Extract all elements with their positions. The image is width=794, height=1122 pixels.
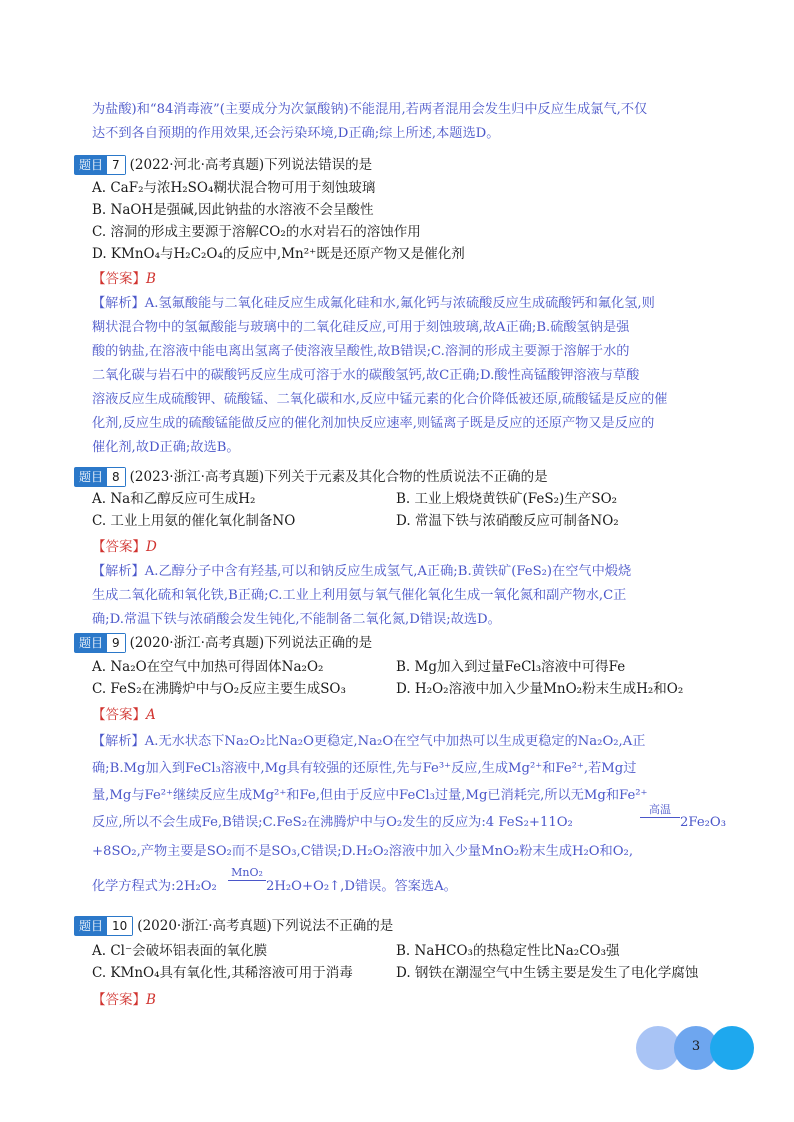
question-8-header [74, 466, 548, 488]
reaction-condition: 高温 [640, 803, 680, 818]
option-b: B. Mg加入到过量FeCl₃溶液中可得Fe [396, 659, 626, 675]
intro-line-2: 达不到各自预期的作用效果,还会污染环境,D正确;综上所述,本题选D。 [92, 126, 500, 141]
analysis-line: 生成二氧化硫和氧化铁,B正确;C.工业上利用氨与氧气催化氧化生成一氧化氮和副产物水,C正 [92, 588, 627, 603]
option-b: B. NaOH是强碱,因此钠盐的水溶液不会呈酸性 [92, 202, 374, 218]
option-c: C. FeS₂在沸腾炉中与O₂反应主要生成SO₃ [92, 681, 346, 697]
option-d: D. 钢铁在潮湿空气中生锈主要是发生了电化学腐蚀 [396, 965, 699, 981]
question-tag: 题目 10 [74, 916, 133, 936]
answer-value: B [146, 271, 156, 287]
analysis-line: 二氧化碳与岩石中的碳酸钙反应生成可溶于水的碳酸氢钙,故C正确;D.酸性高锰酸钾溶液与草酸 [92, 368, 640, 383]
question-tag: 题目 8 [74, 467, 126, 487]
question-7-header [74, 154, 372, 176]
question-stem: (2022·河北·高考真题)下列说法错误的是 [129, 157, 373, 173]
analysis-line: 量,Mg与Fe²⁺继续反应生成Mg²⁺和Fe,但由于反应中FeCl₃过量,Mg已消耗完,所以无Mg和Fe²⁺ [92, 788, 648, 803]
analysis-line: 【解析】A.无水状态下Na₂O₂比Na₂O更稳定,Na₂O在空气中加热可以生成更稳定的Na₂O₂,A正 [92, 734, 646, 749]
question-tag: 题目 9 [74, 633, 126, 653]
option-a: A. Cl⁻会破坏铝表面的氧化膜 [92, 943, 268, 959]
answer-line: 【答案】B [92, 992, 156, 1008]
question-stem: (2023·浙江·高考真题)下列关于元素及其化合物的性质说法不正确的是 [129, 469, 548, 485]
analysis-line: 2Fe₂O₃ [680, 815, 727, 830]
question-stem: (2020·浙江·高考真题)下列说法正确的是 [129, 635, 373, 651]
page-number: 3 [691, 1039, 701, 1054]
answer-line: 【答案】B [92, 271, 156, 287]
analysis-line: 【解析】A.乙醇分子中含有羟基,可以和钠反应生成氢气,A正确;B.黄铁矿(FeS₂)在空气中煅烧 [92, 564, 632, 579]
answer-value: D [146, 539, 157, 555]
analysis-line: 化剂,反应生成的硫酸锰能做反应的催化剂加快反应速率,则锰离子既是反应的还原产物又是反应的 [92, 416, 655, 431]
analysis-line: 确;B.Mg加入到FeCl₃溶液中,Mg具有较强的还原性,先与Fe³⁺反应,生成Mg²⁺和Fe²⁺,若Mg过 [92, 761, 637, 776]
analysis-line: 催化剂,故D正确;故选B。 [92, 440, 240, 455]
intro-line-1: 为盐酸)和“84消毒液”(主要成分为次氯酸钠)不能混用,若两者混用会发生归中反应生成氯气,不仅 [92, 102, 648, 117]
analysis-line: 酸的钠盐,在溶液中能电离出氢离子使溶液呈酸性,故B错误;C.溶洞的形成主要源于溶解于水的 [92, 344, 630, 359]
option-d: D. KMnO₄与H₂C₂O₄的反应中,Mn²⁺既是还原产物又是催化剂 [92, 246, 465, 262]
option-c: C. 工业上用氨的催化氧化制备NO [92, 513, 296, 529]
option-a: A. Na和乙醇反应可生成H₂ [92, 491, 256, 507]
answer-line: 【答案】A [92, 707, 156, 723]
analysis-line: 确;D.常温下铁与浓硝酸会发生钝化,不能制备二氧化氮,D错误;故选D。 [92, 612, 501, 627]
option-d: D. H₂O₂溶液中加入少量MnO₂粉末生成H₂和O₂ [396, 681, 684, 697]
analysis-line: 化学方程式为:2H₂O₂ [92, 879, 217, 894]
option-c: C. 溶洞的形成主要源于溶解CO₂的水对岩石的溶蚀作用 [92, 224, 421, 240]
question-9-header [74, 632, 372, 654]
question-stem: (2020·浙江·高考真题)下列说法不正确的是 [137, 918, 394, 934]
reaction-condition: MnO₂ [228, 866, 266, 881]
analysis-line: 2H₂O+O₂↑,D错误。答案选A。 [266, 879, 457, 894]
answer-value: B [146, 992, 156, 1008]
option-a: A. CaF₂与浓H₂SO₄糊状混合物可用于刻蚀玻璃 [92, 180, 376, 196]
analysis-line: 糊状混合物中的氢氟酸能与玻璃中的二氧化硅反应,可用于刻蚀玻璃,故A正确;B.硫酸氢钠是强 [92, 320, 630, 335]
analysis-line: +8SO₂,产物主要是SO₂而不是SO₃,C错误;D.H₂O₂溶液中加入少量MnO₂粉末生成H₂O和O₂, [92, 844, 634, 859]
answer-value: A [146, 707, 156, 723]
answer-line: 【答案】D [92, 539, 157, 555]
analysis-line: 反应,所以不会生成Fe,B错误;C.FeS₂在沸腾炉中与O₂发生的反应为:4 FeS₂+11O₂ [92, 815, 573, 830]
analysis-line: 溶液反应生成硫酸钾、硫酸锰、二氧化碳和水,反应中锰元素的化合价降低被还原,硫酸锰是反应的催 [92, 392, 668, 407]
option-c: C. KMnO₄具有氧化性,其稀溶液可用于消毒 [92, 965, 353, 981]
option-d: D. 常温下铁与浓硝酸反应可制备NO₂ [396, 513, 619, 529]
option-b: B. NaHCO₃的热稳定性比Na₂CO₃强 [396, 943, 620, 959]
question-tag: 题目 7 [74, 155, 126, 175]
option-b: B. 工业上煅烧黄铁矿(FeS₂)生产SO₂ [396, 491, 618, 507]
analysis-line: 【解析】A.氢氟酸能与二氧化硅反应生成氟化硅和水,氟化钙与浓硫酸反应生成硫酸钙和氟化氢,则 [92, 296, 655, 311]
question-10-header [74, 915, 393, 937]
option-a: A. Na₂O在空气中加热可得固体Na₂O₂ [92, 659, 324, 675]
